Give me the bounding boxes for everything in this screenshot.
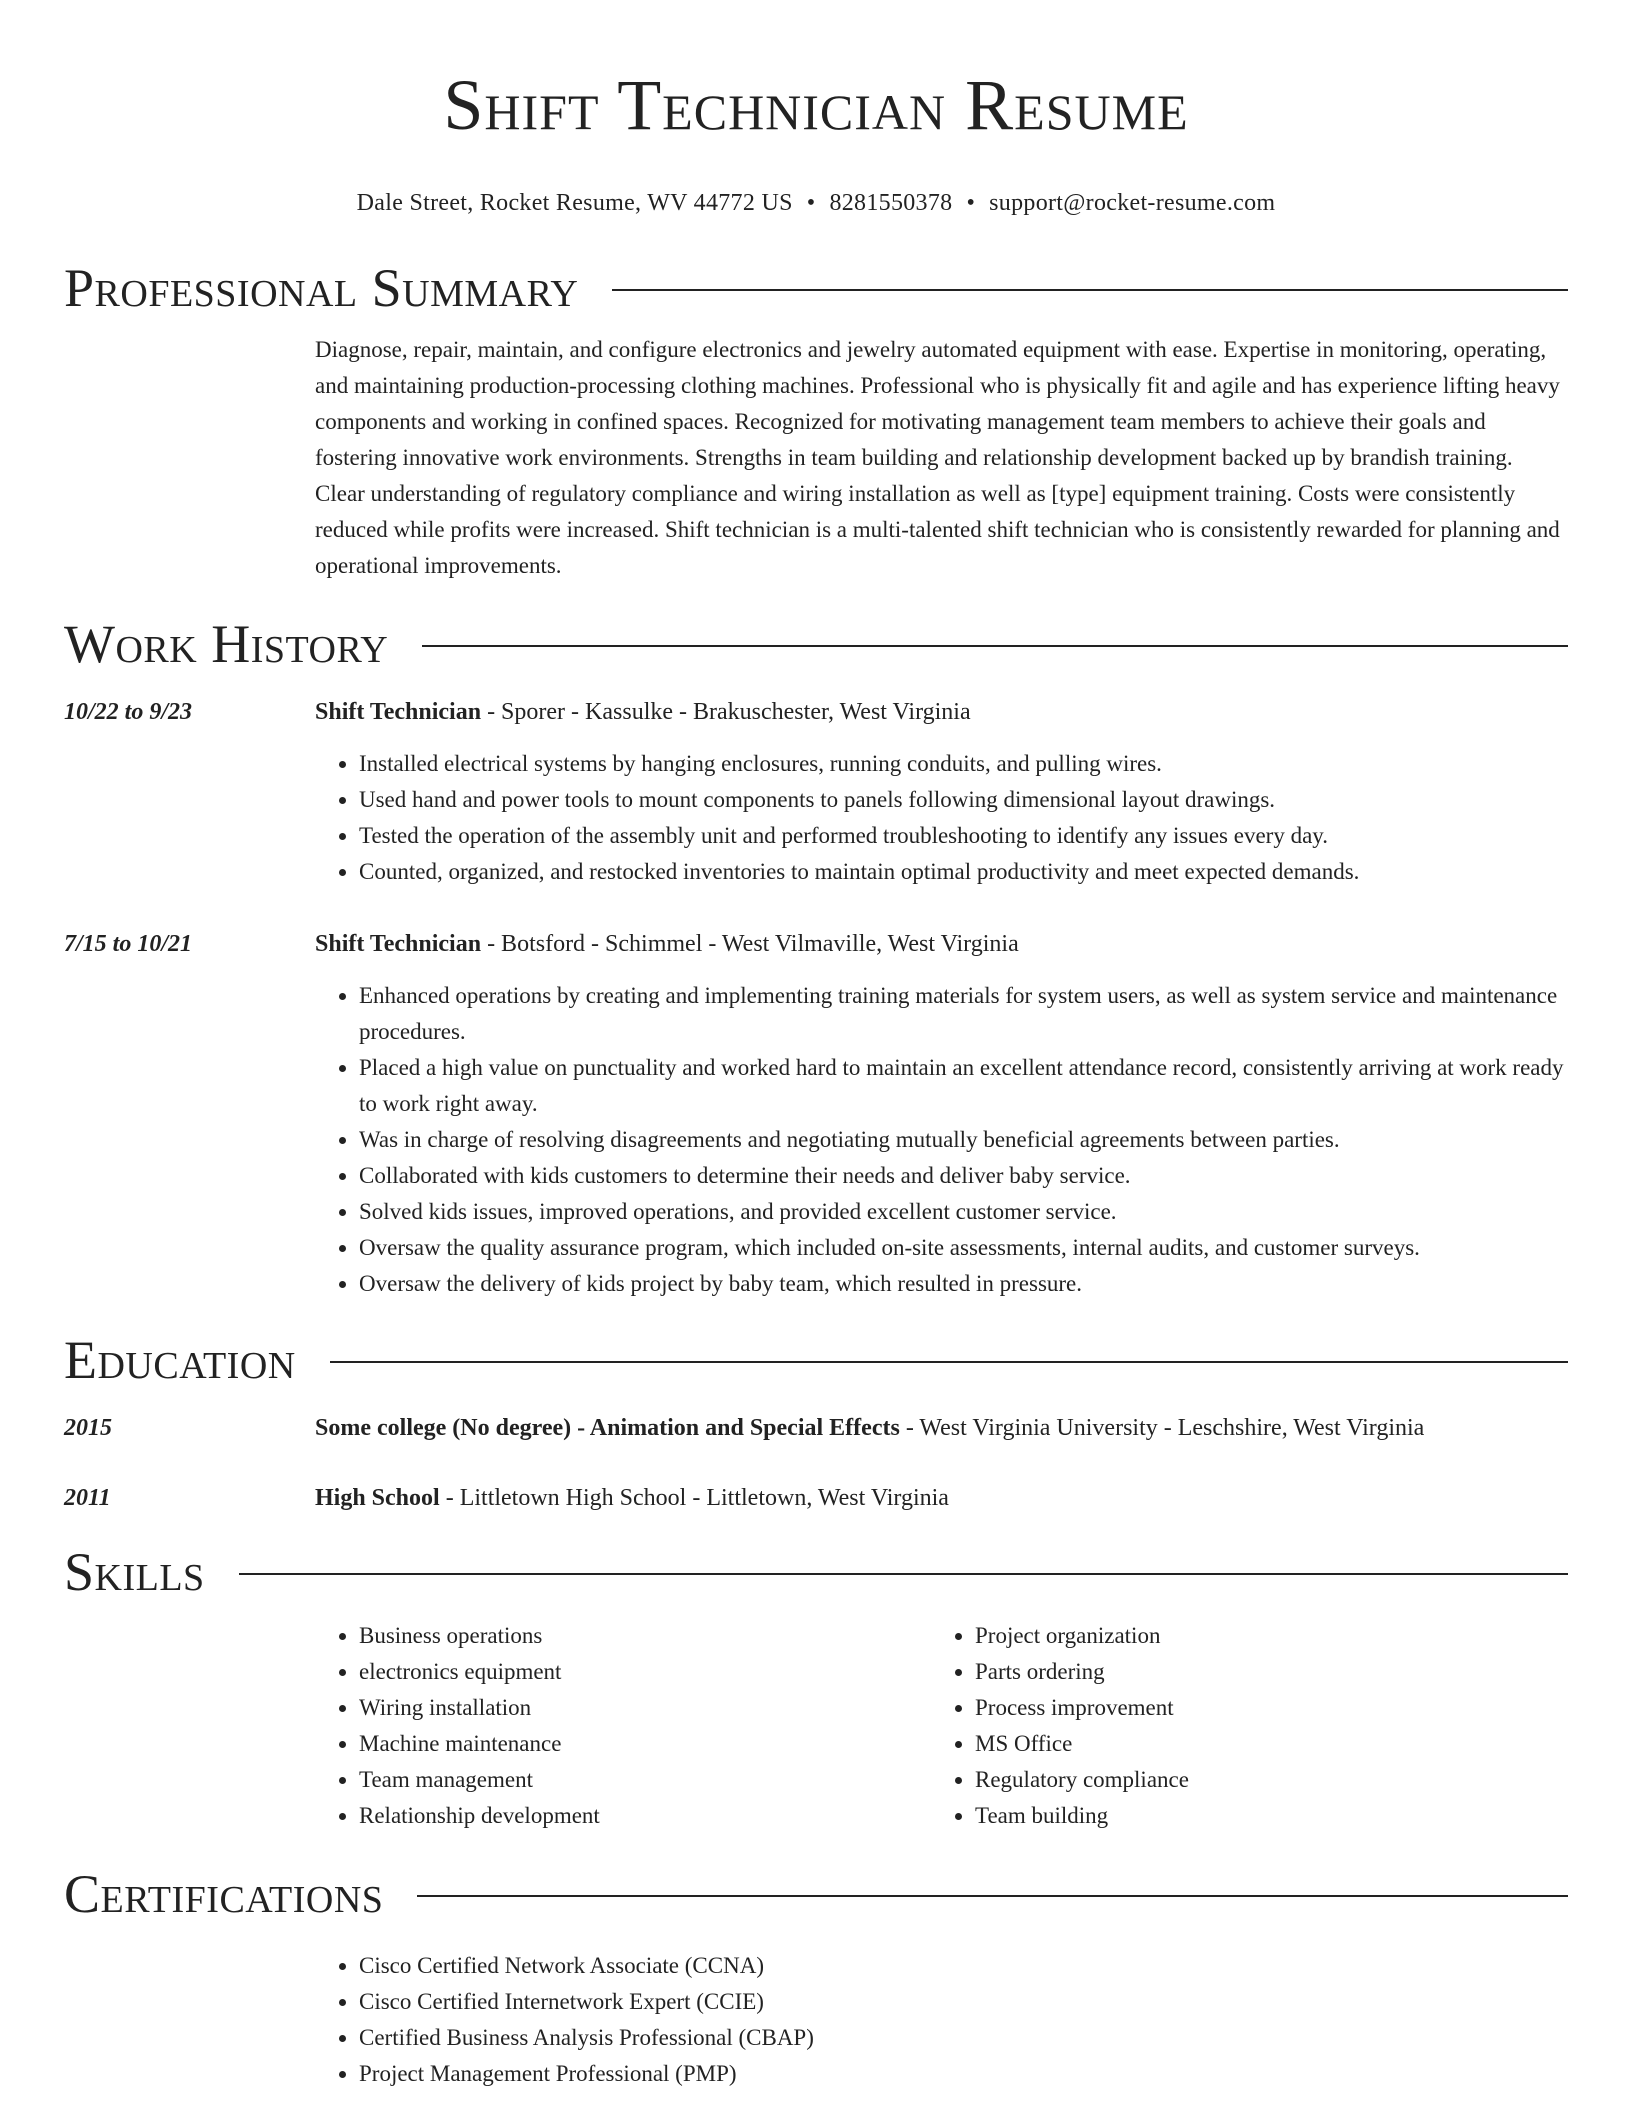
list-item: • Team building <box>975 1798 1547 1834</box>
work-history <box>64 694 1568 1302</box>
list-item: • electronics equipment <box>359 1654 931 1690</box>
list-item: • Was in charge of resolving disagreements and negotiating mutually beneficial agreements between parties. <box>359 1122 1568 1158</box>
section-divider <box>417 1895 1568 1897</box>
section-title-certifications: Certifications <box>64 1864 384 1924</box>
list-item: • Used hand and power tools to mount components to panels following dimensional layout drawings. <box>359 782 1568 818</box>
job-heading <box>315 694 1568 730</box>
education-details: - Littletown High School - Littletown, West Virginia <box>439 1485 949 1511</box>
skills-column-left <box>315 1618 931 1834</box>
job-heading <box>315 926 1568 962</box>
list-item: • Placed a high value on punctuality and worked hard to maintain an excellent attendance record, consistently arriving at work ready to work right away. <box>359 1050 1568 1122</box>
contact-address: Dale Street, Rocket Resume, WV 44772 US <box>356 190 793 216</box>
section-title-education: Education <box>64 1330 296 1390</box>
list-item: • Process improvement <box>975 1690 1547 1726</box>
job-dates: 7/15 to 10/21 <box>64 931 193 957</box>
education-degree: High School <box>315 1485 440 1511</box>
list-item: • Cisco Certified Internetwork Expert (CCIE) <box>359 1984 1568 2020</box>
skills-column-right <box>931 1618 1547 1834</box>
certifications-bullets <box>315 1948 1568 2092</box>
section-header-certifications <box>64 1862 1568 1926</box>
certifications-list <box>315 1948 1568 2092</box>
education-entry <box>64 1410 1568 1446</box>
job-details: - Botsford - Schimmel - West Vilmaville, West Virginia <box>481 931 1019 957</box>
job-details: - Sporer - Kassulke - Brakuschester, West Virginia <box>481 699 971 725</box>
education-details: - West Virginia University - Leschshire, West Virginia <box>899 1415 1425 1441</box>
education-year: 2011 <box>64 1485 111 1511</box>
summary-text: Diagnose, repair, maintain, and configure electronics and jewelry automated equipment with ease. Expertise in monitoring, operating, and maintaining production-processing clothing machines. Professional who is physically fit and agile and has experience lifting heavy components and working in confined spaces. Recognized for motivating management team members to achieve their goals and fostering innovative work environments. Strengths in team building and relationship development backed up by brandish training. Clear understanding of regulatory compliance and wiring installation as well as [type] equipment training. Costs were consistently reduced while profits were increased. Shift technician is a multi-talented shift technician who is consistently rewarded for planning and operational improvements. <box>315 337 1560 578</box>
job-dates: 10/22 to 9/23 <box>64 699 193 725</box>
education-heading <box>315 1410 1568 1446</box>
section-header-education <box>64 1328 1568 1392</box>
section-header-summary <box>64 256 1568 320</box>
section-title-skills: Skills <box>64 1542 205 1602</box>
contact-separator: • <box>966 190 976 216</box>
list-item: • Oversaw the delivery of kids project by baby team, which resulted in pressure. <box>359 1266 1568 1302</box>
list-item: • Regulatory compliance <box>975 1762 1547 1798</box>
contact-email[interactable]: support@rocket-resume.com <box>989 190 1276 216</box>
job-entry <box>64 694 1568 890</box>
list-item: • Certified Business Analysis Professional (CBAP) <box>359 2020 1568 2056</box>
list-item: • Oversaw the quality assurance program, which included on-site assessments, internal audits, and customer surveys. <box>359 1230 1568 1266</box>
section-divider <box>239 1573 1568 1575</box>
list-item: • Tested the operation of the assembly unit and performed troubleshooting to identify any issues every day. <box>359 818 1568 854</box>
contact-phone: 8281550378 <box>829 190 953 216</box>
list-item: • Project Management Professional (PMP) <box>359 2056 1568 2092</box>
list-item: • Relationship development <box>359 1798 931 1834</box>
list-item: • Project organization <box>975 1618 1547 1654</box>
list-item: • Counted, organized, and restocked inventories to maintain optimal productivity and meet expected demands. <box>359 854 1568 890</box>
job-title: Shift Technician <box>315 699 482 725</box>
job-entry <box>64 926 1568 1302</box>
job-bullets <box>315 978 1568 1302</box>
job-title: Shift Technician <box>315 931 482 957</box>
list-item: • Wiring installation <box>359 1690 931 1726</box>
section-title-summary: Professional Summary <box>64 258 579 318</box>
section-divider <box>422 645 1568 647</box>
list-item: • Collaborated with kids customers to determine their needs and deliver baby service. <box>359 1158 1568 1194</box>
contact-line <box>64 188 1568 218</box>
list-item: • Enhanced operations by creating and implementing training materials for system users, as well as system service and maintenance procedures. <box>359 978 1568 1050</box>
skills-grid <box>315 1618 1568 1834</box>
section-title-work: Work History <box>64 614 389 674</box>
resume-page <box>64 0 1568 2092</box>
resume-title: Shift Technician Resume <box>443 65 1189 145</box>
list-item: • Business operations <box>359 1618 931 1654</box>
list-item: • MS Office <box>975 1726 1547 1762</box>
education-degree: Some college (No degree) - Animation and Special Effects <box>315 1415 900 1441</box>
section-divider <box>330 1361 1568 1363</box>
list-item: • Machine maintenance <box>359 1726 931 1762</box>
section-divider <box>612 289 1568 291</box>
education-heading <box>315 1480 1568 1516</box>
section-header-work <box>64 612 1568 676</box>
section-header-skills <box>64 1540 1568 1604</box>
list-item: • Cisco Certified Network Associate (CCNA) <box>359 1948 1568 1984</box>
list-item: • Parts ordering <box>975 1654 1547 1690</box>
education-year: 2015 <box>64 1415 112 1441</box>
job-bullets <box>315 746 1568 890</box>
education-entry <box>64 1480 1568 1516</box>
list-item: • Solved kids issues, improved operations, and provided excellent customer service. <box>359 1194 1568 1230</box>
list-item: • Team management <box>359 1762 931 1798</box>
contact-separator: • <box>806 190 816 216</box>
education-list <box>64 1410 1568 1516</box>
list-item: • Installed electrical systems by hanging enclosures, running conduits, and pulling wires. <box>359 746 1568 782</box>
